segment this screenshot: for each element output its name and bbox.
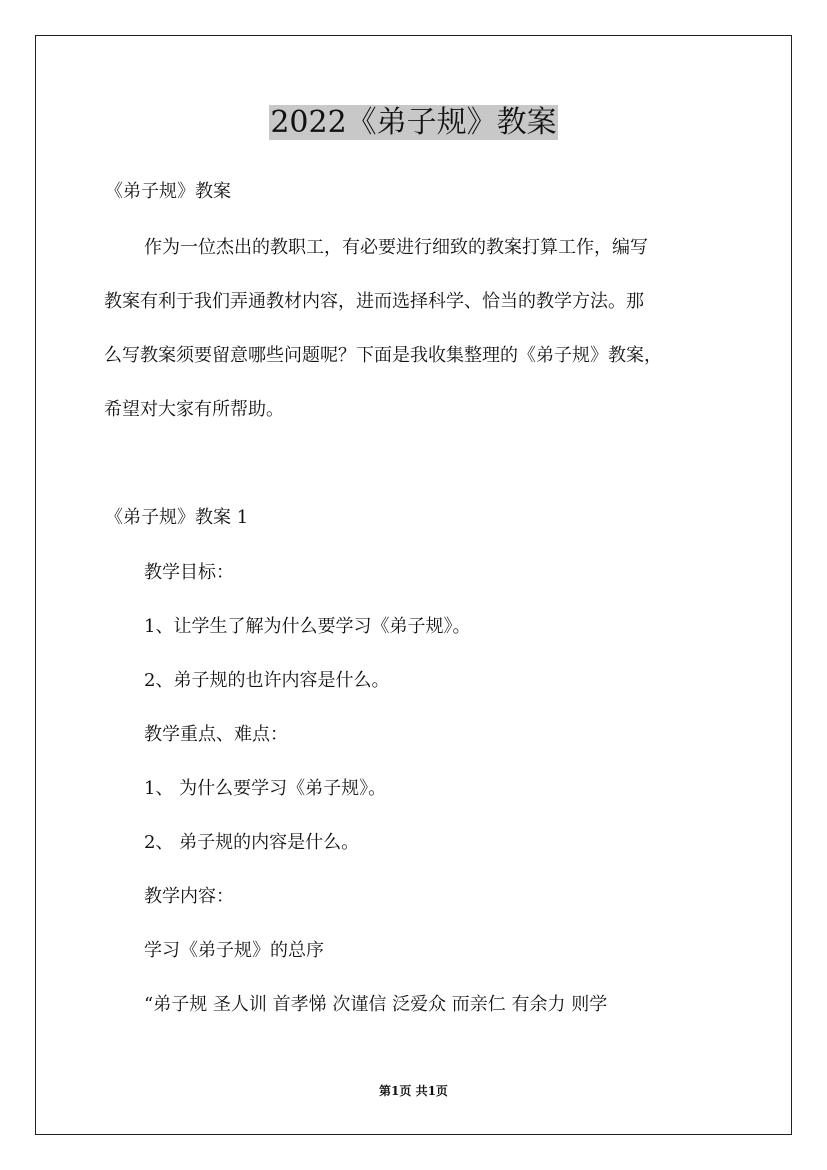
document-title-text: 2022《弟子规》教案: [270, 105, 557, 140]
intro-line-4: 希望对大家有所帮助。: [104, 399, 284, 420]
body-line-7: 教学内容：: [144, 886, 234, 907]
body-line-1: 教学目标：: [144, 562, 234, 583]
body-line-5: 1、 为什么要学习《弟子规》。: [144, 778, 387, 799]
section-heading: 《弟子规》教案 1: [105, 507, 249, 528]
intro-line-1: 作为一位杰出的教职工，有必要进行细致的教案打算工作，编写: [144, 237, 648, 258]
body-line-4: 教学重点、难点：: [144, 724, 288, 745]
body-line-8: 学习《弟子规》的总序: [144, 940, 324, 961]
page-footer: 第1页 共1页: [379, 1084, 448, 1098]
body-line-6: 2、 弟子规的内容是什么。: [144, 832, 360, 853]
document-title: [0, 102, 827, 144]
body-line-9: “弟子规 圣人训 首孝悌 次谨信 泛爱众 而亲仁 有余力 则学: [144, 994, 608, 1015]
document-heading: 《弟子规》教案: [105, 181, 231, 202]
body-line-3: 2、弟子规的也许内容是什么。: [144, 670, 390, 691]
body-line-2: 1、让学生了解为什么要学习《弟子规》。: [144, 616, 471, 637]
intro-line-2: 教案有利于我们弄通教材内容，进而选择科学、恰当的教学方法。那: [104, 291, 644, 312]
intro-line-3: 么写教案须要留意哪些问题呢？下面是我收集整理的《弟子规》教案，: [104, 345, 662, 366]
